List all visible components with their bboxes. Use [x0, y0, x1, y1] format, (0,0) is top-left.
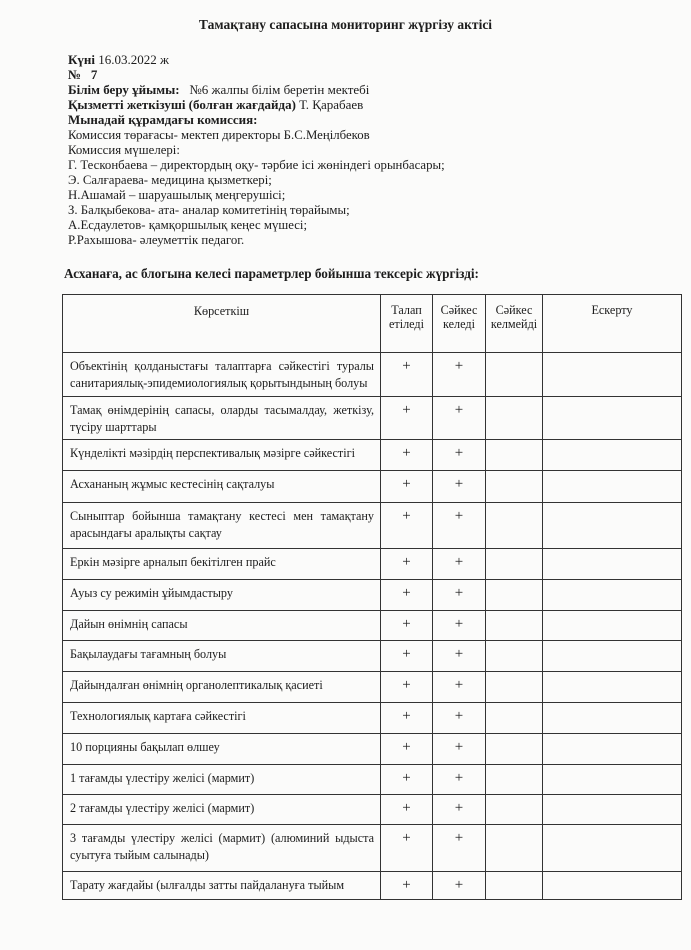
commission-line: А.Есдаулетов- қамқоршылық кеңес мүшесі;	[68, 218, 308, 232]
required-cell: +	[381, 353, 433, 397]
section-heading: Асханаға, ас блогына келесі параметрлер бойынша тексеріс жүргізді:	[64, 266, 479, 281]
required-cell: +	[381, 734, 433, 765]
commission-line: Э. Салғараева- медицина қызметкері;	[68, 173, 272, 187]
noncompliant-cell	[486, 397, 543, 440]
header-indicator: Көрсеткіш	[63, 295, 381, 353]
table-row	[63, 353, 682, 397]
inspection-table	[62, 294, 682, 900]
compliant-cell: +	[433, 641, 486, 672]
number-label: №	[68, 67, 82, 82]
table-row	[63, 611, 682, 641]
noncompliant-cell	[486, 549, 543, 580]
compliant-cell: +	[433, 503, 486, 549]
commission-line: Г. Тесконбаева – директордың оқу- тәрбие ісі жөніндегі орынбасары;	[68, 158, 445, 172]
indicator-cell: Технологиялық картаға сәйкестігі	[63, 703, 381, 734]
compliant-cell: +	[433, 672, 486, 703]
compliant-cell: +	[433, 611, 486, 641]
noncompliant-cell	[486, 795, 543, 825]
note-cell	[543, 795, 682, 825]
required-cell: +	[381, 503, 433, 549]
number-line	[68, 67, 97, 82]
table-row	[63, 703, 682, 734]
commission-line: З. Балқыбекова- ата- аналар комитетінің төрайымы;	[68, 203, 350, 217]
note-cell	[543, 549, 682, 580]
note-cell	[543, 734, 682, 765]
note-cell	[543, 825, 682, 872]
table-row	[63, 641, 682, 672]
table-row	[63, 503, 682, 549]
compliant-cell: +	[433, 353, 486, 397]
indicator-cell: Күнделікті мәзірдің перспективалық мәзірге сәйкестігі	[63, 440, 381, 471]
required-cell: +	[381, 765, 433, 795]
compliant-cell: +	[433, 397, 486, 440]
noncompliant-cell	[486, 440, 543, 471]
number-value: 7	[90, 67, 98, 82]
noncompliant-cell	[486, 734, 543, 765]
noncompliant-cell	[486, 611, 543, 641]
note-cell	[543, 580, 682, 611]
required-cell: +	[381, 471, 433, 503]
indicator-cell: Объектінің қолданыстағы талаптарға сәйкестігі туралы санитариялық-эпидемиологиялық қорытындының болуы	[63, 353, 381, 397]
compliant-cell: +	[433, 765, 486, 795]
compliant-cell: +	[433, 872, 486, 900]
note-cell	[543, 703, 682, 734]
required-cell: +	[381, 703, 433, 734]
table-row	[63, 734, 682, 765]
commission-line: Н.Ашамай – шаруашылық меңгерушісі;	[68, 188, 286, 202]
date-line	[68, 52, 169, 67]
indicator-cell: 1 тағамды үлестіру желісі (мармит)	[63, 765, 381, 795]
note-cell	[543, 440, 682, 471]
compliant-cell: +	[433, 549, 486, 580]
indicator-cell: Асхананың жұмыс кестесінің сақталуы	[63, 471, 381, 503]
supplier-value: Т. Қарабаев	[299, 97, 364, 112]
indicator-cell: 10 порцияны бақылап өлшеу	[63, 734, 381, 765]
required-cell: +	[381, 580, 433, 611]
noncompliant-cell	[486, 353, 543, 397]
indicator-cell: Тарату жағдайы (ылғалды затты пайдалануға тыйым	[63, 872, 381, 900]
indicator-cell: 2 тағамды үлестіру желісі (мармит)	[63, 795, 381, 825]
table-row	[63, 549, 682, 580]
note-cell	[543, 471, 682, 503]
table-row	[63, 471, 682, 503]
required-cell: +	[381, 641, 433, 672]
compliant-cell: +	[433, 795, 486, 825]
note-cell	[543, 503, 682, 549]
header-required: Талап етіледі	[381, 295, 433, 353]
table-row	[63, 580, 682, 611]
noncompliant-cell	[486, 580, 543, 611]
required-cell: +	[381, 795, 433, 825]
indicator-cell: Сыныптар бойынша тамақтану кестесі мен тамақтану арасындағы аралықты сақтау	[63, 503, 381, 549]
table-row	[63, 825, 682, 872]
note-cell	[543, 641, 682, 672]
noncompliant-cell	[486, 641, 543, 672]
org-line	[68, 82, 369, 97]
note-cell	[543, 872, 682, 900]
header-noncompliant: Сәйкес келмейді	[486, 295, 543, 353]
document-title: Тамақтану сапасына мониторинг жүргізу актісі	[198, 17, 493, 32]
noncompliant-cell	[486, 672, 543, 703]
compliant-cell: +	[433, 471, 486, 503]
commission-heading: Мынадай құрамдағы комиссия:	[68, 112, 258, 127]
table-row	[63, 672, 682, 703]
table-header-row	[63, 295, 682, 353]
indicator-cell: 3 тағамды үлестіру желісі (мармит) (алюминий ыдыста суытуға тыйым салынады)	[63, 825, 381, 872]
table-row	[63, 397, 682, 440]
required-cell: +	[381, 440, 433, 471]
commission-line: Комиссия мүшелері:	[68, 143, 180, 157]
table-row	[63, 872, 682, 900]
header-note: Ескерту	[543, 295, 682, 353]
date-value: 16.03.2022 ж	[98, 52, 170, 67]
required-cell: +	[381, 397, 433, 440]
note-cell	[543, 397, 682, 440]
noncompliant-cell	[486, 872, 543, 900]
required-cell: +	[381, 872, 433, 900]
required-cell: +	[381, 672, 433, 703]
table-row	[63, 765, 682, 795]
indicator-cell: Ауыз су режимін ұйымдастыру	[63, 580, 381, 611]
noncompliant-cell	[486, 471, 543, 503]
table-row	[63, 795, 682, 825]
compliant-cell: +	[433, 440, 486, 471]
note-cell	[543, 765, 682, 795]
table-row	[63, 440, 682, 471]
header-compliant: Сәйкес келеді	[433, 295, 486, 353]
required-cell: +	[381, 549, 433, 580]
noncompliant-cell	[486, 703, 543, 734]
compliant-cell: +	[433, 825, 486, 872]
note-cell	[543, 611, 682, 641]
compliant-cell: +	[433, 703, 486, 734]
required-cell: +	[381, 611, 433, 641]
supplier-line	[68, 97, 363, 112]
noncompliant-cell	[486, 765, 543, 795]
compliant-cell: +	[433, 734, 486, 765]
commission-line: Р.Рахышова- әлеуметтік педагог.	[68, 233, 245, 247]
indicator-cell: Дайындалған өнімнің органолептикалық қасиеті	[63, 672, 381, 703]
indicator-cell: Дайын өнімнің сапасы	[63, 611, 381, 641]
compliant-cell: +	[433, 580, 486, 611]
noncompliant-cell	[486, 825, 543, 872]
org-label: Білім беру ұйымы:	[68, 82, 180, 97]
commission-line: Комиссия төрағасы- мектеп директоры Б.С.Меңілбеков	[68, 128, 370, 142]
indicator-cell: Еркін мәзірге арналып бекітілген прайс	[63, 549, 381, 580]
note-cell	[543, 672, 682, 703]
org-value: №6 жалпы білім беретін мектебі	[189, 82, 370, 97]
supplier-label: Қызметті жеткізуші (болған жағдайда)	[68, 97, 296, 112]
required-cell: +	[381, 825, 433, 872]
indicator-cell: Бақылаудағы тағамның болуы	[63, 641, 381, 672]
date-label: Күні	[68, 52, 96, 67]
indicator-cell: Тамақ өнімдерінің сапасы, оларды тасымалдау, жеткізу, түсіру шарттары	[63, 397, 381, 440]
note-cell	[543, 353, 682, 397]
noncompliant-cell	[486, 503, 543, 549]
